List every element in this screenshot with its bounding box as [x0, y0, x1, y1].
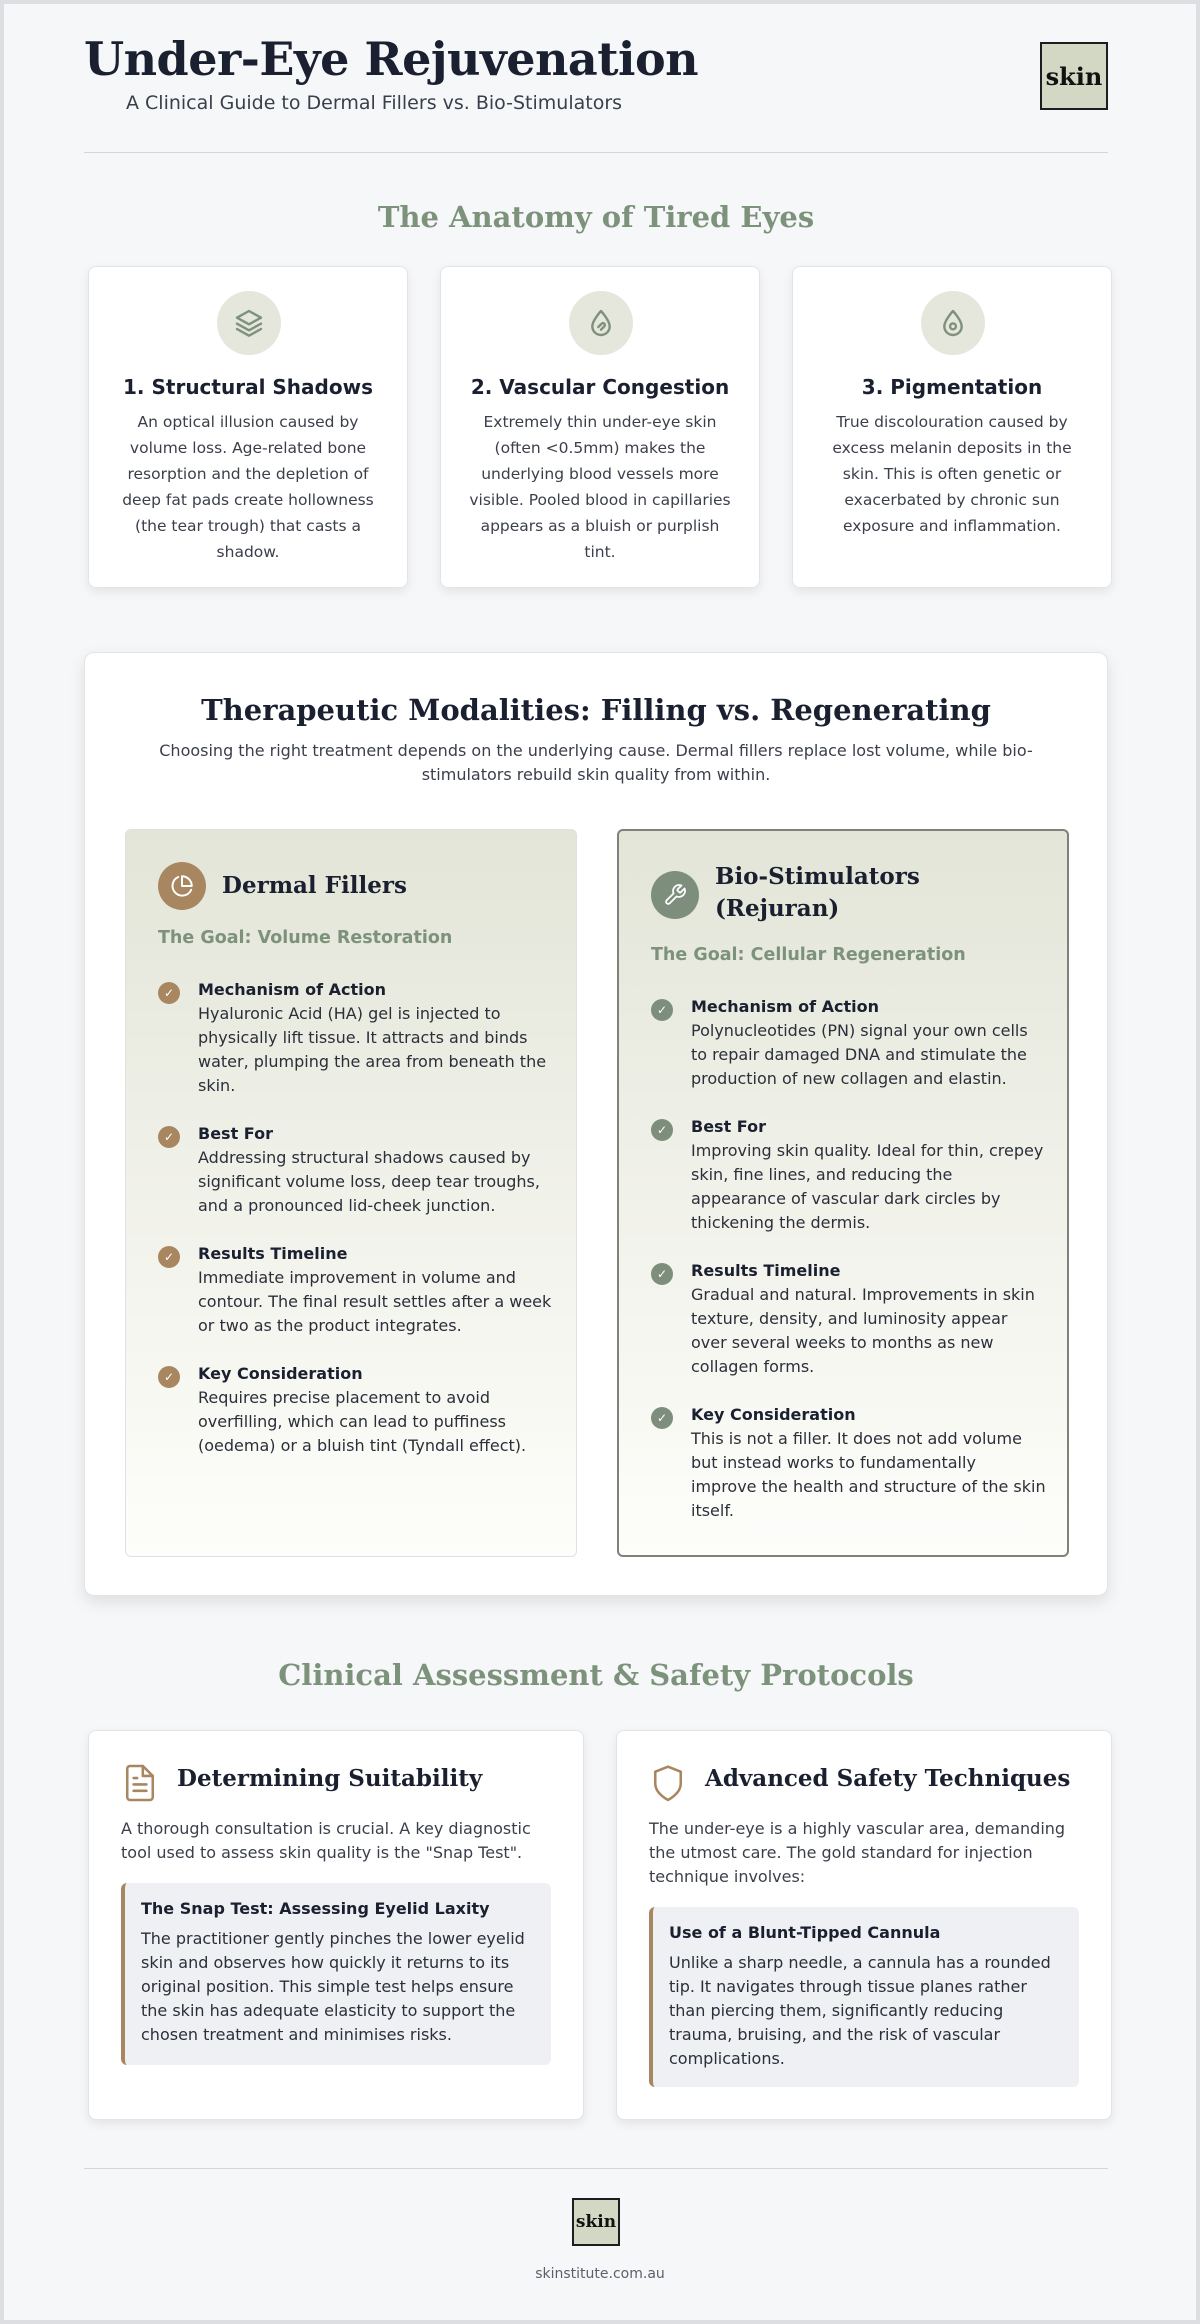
anatomy-card-title: 2. Vascular Congestion	[470, 375, 730, 399]
anatomy-card-title: 3. Pigmentation	[861, 375, 1043, 399]
check-icon: ✓	[651, 1407, 673, 1429]
footer-logo[interactable]: skin	[572, 2198, 620, 2246]
check-icon: ✓	[158, 982, 180, 1004]
callout-text: Unlike a sharp needle, a cannula has a rounded tip. It navigates through tissue planes rather than piercing them, significantly reducing trauma, bruising, and the risk of vascular complications.	[669, 1953, 1051, 2068]
snap-test-callout	[121, 1883, 551, 2065]
fillers-item-text: Hyaluronic Acid (HA) gel is injected to physically lift tissue. It attracts and binds water, plumping the area from beneath the skin.	[198, 1004, 547, 1095]
header-divider	[84, 152, 1108, 153]
blood-drop-icon	[569, 291, 633, 355]
bio-stimulators-column	[617, 829, 1069, 1557]
droplet-icon	[921, 291, 985, 355]
bio-title-line2: (Rejuran)	[715, 895, 840, 922]
modalities-title: Therapeutic Modalities: Filling vs. Regenerating	[201, 693, 991, 727]
modalities-intro: Choosing the right treatment depends on the underlying cause. Dermal fillers replace lost volume, while bio-stimulators rebuild skin quality from within.	[159, 741, 1033, 784]
footer-url-link[interactable]: skinstitute.com.au	[535, 2266, 665, 2282]
anatomy-card-text: Extremely thin under-eye skin (often <0.5mm) makes the underlying blood vessels more visible. Pooled blood in capillaries appears as a bluish or purplish tint.	[469, 413, 731, 561]
fillers-item-title: Best For	[198, 1124, 273, 1143]
header	[84, 32, 1108, 122]
document-icon	[123, 1763, 157, 1803]
bio-title-line1: Bio-Stimulators	[715, 863, 920, 890]
check-icon: ✓	[651, 1263, 673, 1285]
techniques-text: The under-eye is a highly vascular area, demanding the utmost care. The gold standard for injection technique involves:	[649, 1819, 1066, 1886]
anatomy-card-structural	[88, 266, 408, 588]
bio-item-title: Mechanism of Action	[691, 997, 879, 1016]
anatomy-card-vascular	[440, 266, 760, 588]
bio-item-title: Best For	[691, 1117, 766, 1136]
suitability-card	[88, 1730, 584, 2120]
dermal-fillers-column	[125, 829, 577, 1557]
bio-item-text: Improving skin quality. Ideal for thin, crepey skin, fine lines, and reducing the appearance of vascular dark circles by thickening the dermis.	[691, 1141, 1044, 1232]
fillers-goal: The Goal: Volume Restoration	[158, 928, 453, 948]
bio-item-text: Polynucleotides (PN) signal your own cells to repair damaged DNA and stimulate the production of new collagen and elastin.	[691, 1021, 1028, 1088]
layers-icon	[217, 291, 281, 355]
safety-section-title: Clinical Assessment & Safety Protocols	[278, 1658, 914, 1692]
bio-title	[715, 861, 920, 925]
bio-goal: The Goal: Cellular Regeneration	[651, 945, 966, 965]
pie-chart-icon	[158, 862, 206, 910]
fillers-item-text: Immediate improvement in volume and contour. The final result settles after a week or two as the product integrates.	[198, 1268, 552, 1335]
fillers-item-text: Requires precise placement to avoid overfilling, which can lead to puffiness (oedema) or a bluish tint (Tyndall effect).	[198, 1388, 527, 1455]
fillers-item-title: Mechanism of Action	[198, 980, 386, 999]
callout-text: The practitioner gently pinches the lower eyelid skin and observes how quickly it returns to its original position. This simple test helps ensure the skin has adequate elasticity to support the chosen treatment and minimises risks.	[141, 1929, 525, 2044]
anatomy-section-title: The Anatomy of Tired Eyes	[377, 200, 815, 234]
callout-title: The Snap Test: Assessing Eyelid Laxity	[141, 1899, 490, 1918]
suitability-title: Determining Suitability	[177, 1765, 483, 1792]
page-title: Under-Eye Rejuvenation	[84, 32, 699, 86]
fillers-item-title: Key Consideration	[198, 1364, 363, 1383]
shield-icon	[651, 1763, 685, 1803]
bio-item-text: This is not a filler. It does not add volume but instead works to fundamentally improve the health and structure of the skin itself.	[691, 1429, 1046, 1520]
wrench-icon	[651, 871, 699, 919]
fillers-item-title: Results Timeline	[198, 1244, 348, 1263]
fillers-title: Dermal Fillers	[222, 872, 407, 899]
check-icon: ✓	[651, 1119, 673, 1141]
cannula-callout	[649, 1907, 1079, 2087]
techniques-title: Advanced Safety Techniques	[705, 1765, 1071, 1792]
anatomy-card-text: True discolouration caused by excess melanin deposits in the skin. This is often genetic or exacerbated by chronic sun exposure and inflammation.	[832, 413, 1072, 535]
brand-logo[interactable]: skin	[1040, 42, 1108, 110]
check-icon: ✓	[158, 1126, 180, 1148]
check-icon: ✓	[158, 1366, 180, 1388]
bio-item-title: Results Timeline	[691, 1261, 841, 1280]
check-icon: ✓	[651, 999, 673, 1021]
footer-divider	[84, 2168, 1108, 2169]
bio-item-title: Key Consideration	[691, 1405, 856, 1424]
bio-item-text: Gradual and natural. Improvements in skin texture, density, and luminosity appear over several weeks to months as new collagen forms.	[691, 1285, 1035, 1376]
suitability-text: A thorough consultation is crucial. A key diagnostic tool used to assess skin quality is the "Snap Test".	[121, 1819, 531, 1862]
fillers-item-text: Addressing structural shadows caused by significant volume loss, deep tear troughs, and a pronounced lid-cheek junction.	[198, 1148, 540, 1215]
callout-title: Use of a Blunt-Tipped Cannula	[669, 1923, 941, 1942]
anatomy-card-title: 1. Structural Shadows	[123, 375, 373, 399]
anatomy-card-pigmentation	[792, 266, 1112, 588]
check-icon: ✓	[158, 1246, 180, 1268]
anatomy-card-text: An optical illusion caused by volume loss. Age-related bone resorption and the depletion of deep fat pads create hollowness (the tear trough) that casts a shadow.	[122, 413, 374, 561]
page-subtitle: A Clinical Guide to Dermal Fillers vs. Bio-Stimulators	[126, 92, 623, 114]
modalities-panel	[84, 652, 1108, 1596]
safety-techniques-card	[616, 1730, 1112, 2120]
